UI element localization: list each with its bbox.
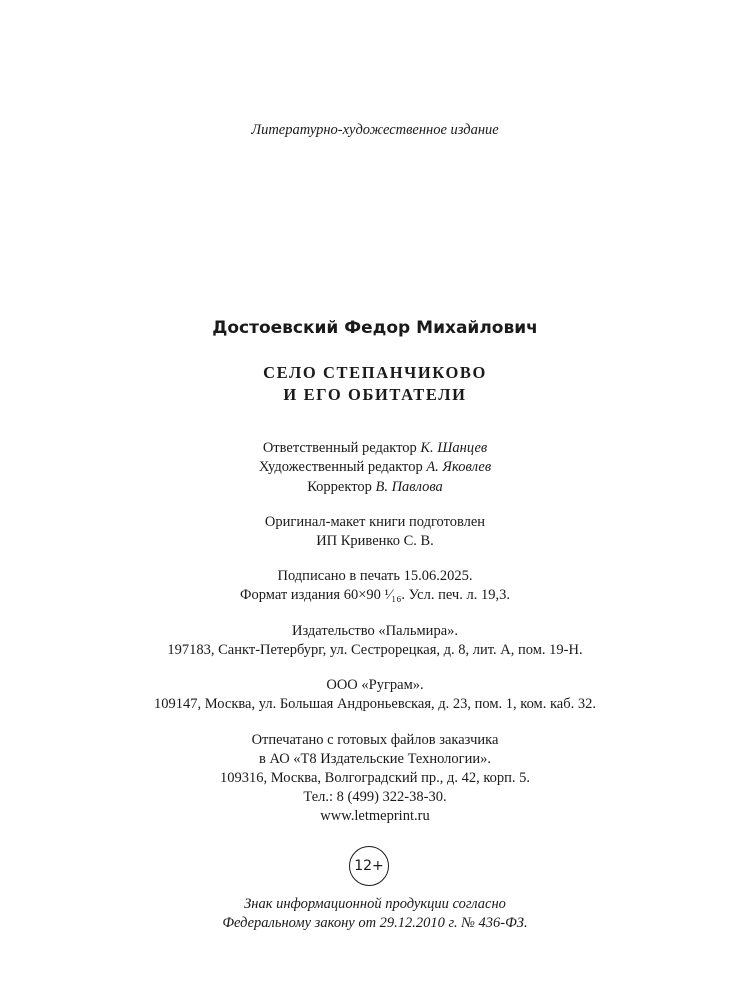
age-rating-note-line-2: Федеральному закону от 29.12.2010 г. № 436-ФЗ. bbox=[222, 915, 528, 931]
age-rating-note-line-1: Знак информационной продукции согласно bbox=[244, 896, 506, 912]
book-title-line-2: И ЕГО ОБИТАТЕЛИ bbox=[283, 385, 467, 404]
proofreader-name: В. Павлова bbox=[375, 479, 443, 495]
proofreader-label: Корректор bbox=[307, 479, 376, 495]
edition-format: Формат издания 60×90 ¹⁄₁₆. Усл. печ. л. 19,3. bbox=[240, 587, 510, 603]
age-rating-label: 12+ bbox=[354, 858, 384, 874]
responsible-editor bbox=[0, 439, 750, 458]
art-editor-label: Художественный редактор bbox=[258, 459, 427, 475]
printer-website: www.letmeprint.ru bbox=[320, 808, 430, 824]
printer-line-2: в АО «Т8 Издательские Технологии». bbox=[258, 751, 492, 767]
publisher-name: Издательство «Пальмира». bbox=[291, 623, 459, 639]
proofreader bbox=[0, 478, 750, 497]
age-rating-badge bbox=[349, 846, 389, 886]
printer-phone: Тел.: 8 (499) 322-38-30. bbox=[303, 789, 447, 805]
printer-line-1: Отпечатано с готовых файлов заказчика bbox=[251, 732, 499, 748]
distributor-address: 109147, Москва, ул. Большая Андроньевская, д. 23, пом. 1, ком. каб. 32. bbox=[154, 696, 596, 712]
responsible-editor-label: Ответственный редактор bbox=[262, 440, 421, 456]
edition-type: Литературно-художественное издание bbox=[251, 122, 499, 138]
author-name: Достоевский Федор Михайлович bbox=[212, 318, 538, 338]
distributor-name: ООО «Руграм». bbox=[326, 677, 424, 693]
layout-credit-line-2: ИП Кривенко С. В. bbox=[316, 533, 434, 549]
printer-address: 109316, Москва, Волгоградский пр., д. 42, корп. 5. bbox=[219, 770, 531, 786]
responsible-editor-name: К. Шанцев bbox=[420, 440, 488, 456]
art-editor-name: А. Яковлев bbox=[426, 459, 492, 475]
art-editor bbox=[0, 458, 750, 477]
publisher-address: 197183, Санкт-Петербург, ул. Сестрорецкая, д. 8, лит. А, пом. 19-Н. bbox=[167, 642, 583, 658]
layout-credit-line-1: Оригинал-макет книги подготовлен bbox=[264, 514, 486, 530]
book-title-line-1: СЕЛО СТЕПАНЧИКОВО bbox=[263, 363, 487, 382]
signed-for-print: Подписано в печать 15.06.2025. bbox=[277, 568, 473, 584]
